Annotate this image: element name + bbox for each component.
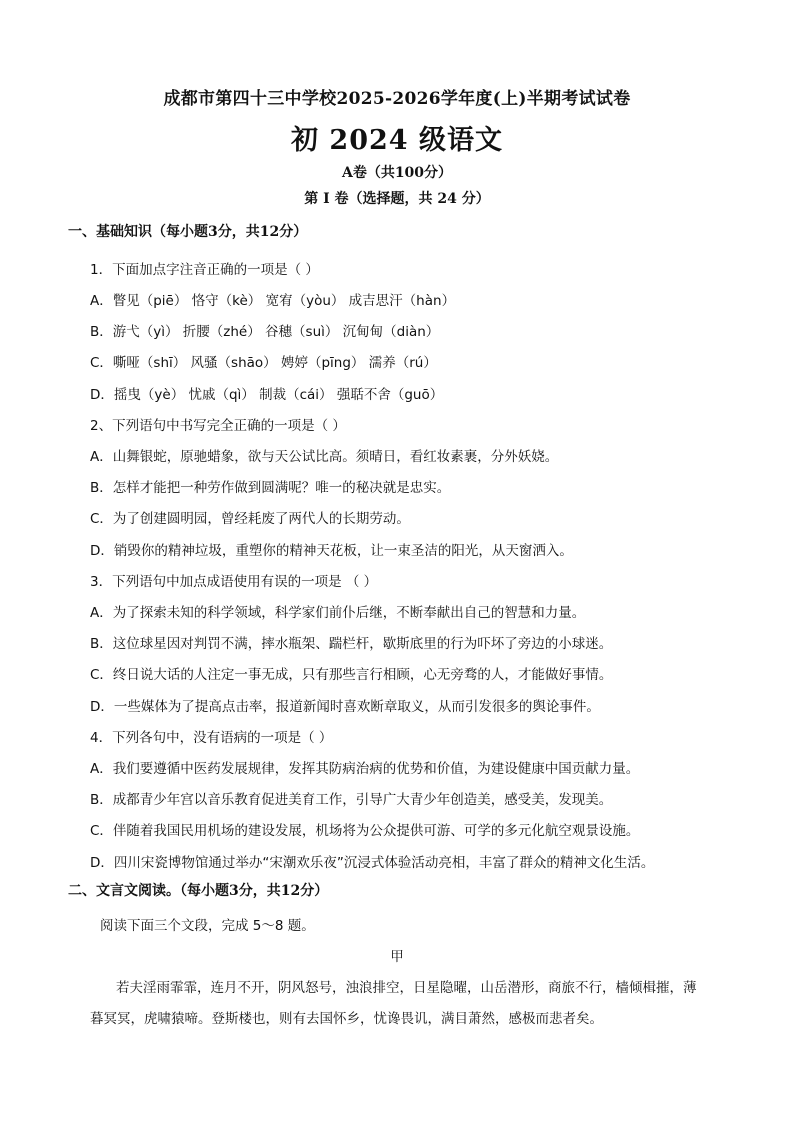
- q3-stem: 3．下列语句中加点成语使用有误的一项是 （ ）: [90, 574, 378, 590]
- q3-option-d: D．一些媒体为了提高点击率，报道新闻时喜欢断章取义，从而引发很多的舆论事件。: [90, 699, 600, 715]
- q1-stem: 1．下面加点字注音正确的一项是（ ）: [90, 262, 319, 278]
- q1-option-d: D．摇曳（yè） 忧戚（qì） 制裁（cái） 强聒不舍（guō）: [90, 387, 444, 403]
- q2-stem: 2、下列语句中书写完全正确的一项是（ ）: [90, 418, 346, 434]
- q2-option-d: D．销毁你的精神垃圾，重塑你的精神天花板，让一束圣洁的阳光，从天窗洒入。: [90, 543, 573, 559]
- q1-option-b: B．游弋（yì） 折腰（zhé） 谷穗（suì） 沉甸甸（diàn）: [90, 324, 440, 340]
- q4-option-c: C．伴随着我国民用机场的建设发展，机场将为公众提供可游、可学的多元化航空观景设施。: [90, 823, 640, 839]
- paper-a-label: A卷（共100分）: [341, 165, 453, 181]
- q1-option-c: C．嘶哑（shī） 风骚（shāo） 娉婷（pīng） 濡养（rú）: [90, 355, 437, 371]
- passage-jia-line-1: 若夫淫雨霏霏，连月不开，阴风怒号，浊浪排空，日星隐曜，山岳潜形，商旅不行，樯倾楫摧，薄: [116, 980, 697, 996]
- q3-option-b: B．这位球星因对判罚不满，摔水瓶架、踹栏杆，歇斯底里的行为吓坏了旁边的小球迷。: [90, 636, 613, 652]
- q4-option-b: B．成都青少年宫以音乐教育促进美育工作，引导广大青少年创造美，感受美，发现美。: [90, 792, 613, 808]
- section-basic-heading: 一、基础知识（每小题3分，共12分）: [68, 224, 308, 240]
- q4-option-a: A．我们要遵循中医药发展规律，发挥其防病治病的优势和价值，为建设健康中国贡献力量。: [90, 761, 640, 777]
- q4-option-d: D．四川宋瓷博物馆通过举办“宋潮欢乐夜”沉浸式体验活动亮相，丰富了群众的精神文化生活。: [90, 855, 655, 871]
- section-classical-heading: 二、文言文阅读。（每小题3分，共12分）: [68, 883, 329, 899]
- q2-option-a: A．山舞银蛇，原驰蜡象，欲与天公试比高。须晴日，看红妆素裹，分外妖娆。: [90, 449, 559, 465]
- part-one-label: 第 I 卷（选择题，共 24 分）: [304, 191, 490, 207]
- subject-title: 初 2024 级语文: [291, 125, 503, 156]
- q3-option-a: A．为了探索未知的科学领域，科学家们前仆后继，不断奉献出自己的智慧和力量。: [90, 605, 586, 621]
- q1-option-a: A．瞥见（piē） 恪守（kè） 宽宥（yòu） 成吉思汗（hàn）: [90, 293, 456, 309]
- q2-option-b: B．怎样才能把一种劳作做到圆满呢？唯一的秘决就是忠实。: [90, 480, 451, 496]
- q2-option-c: C．为了创建圆明园，曾经耗废了两代人的长期劳动。: [90, 511, 410, 527]
- exam-title: 成都市第四十三中学校2025-2026学年度(上)半期考试试卷: [163, 89, 631, 109]
- passage-jia-line-2: 暮冥冥，虎啸猿啼。登斯楼也，则有去国怀乡，忧谗畏讥，满目萧然，感极而悲者矣。: [90, 1011, 603, 1027]
- passage-label-jia: 甲: [390, 949, 404, 965]
- q3-option-c: C．终日说大话的人注定一事无成，只有那些言行相顾，心无旁骛的人，才能做好事情。: [90, 667, 613, 683]
- q4-stem: 4．下列各句中，没有语病的一项是（ ）: [90, 730, 333, 746]
- reading-intro: 阅读下面三个文段，完成 5～8 题。: [100, 918, 315, 934]
